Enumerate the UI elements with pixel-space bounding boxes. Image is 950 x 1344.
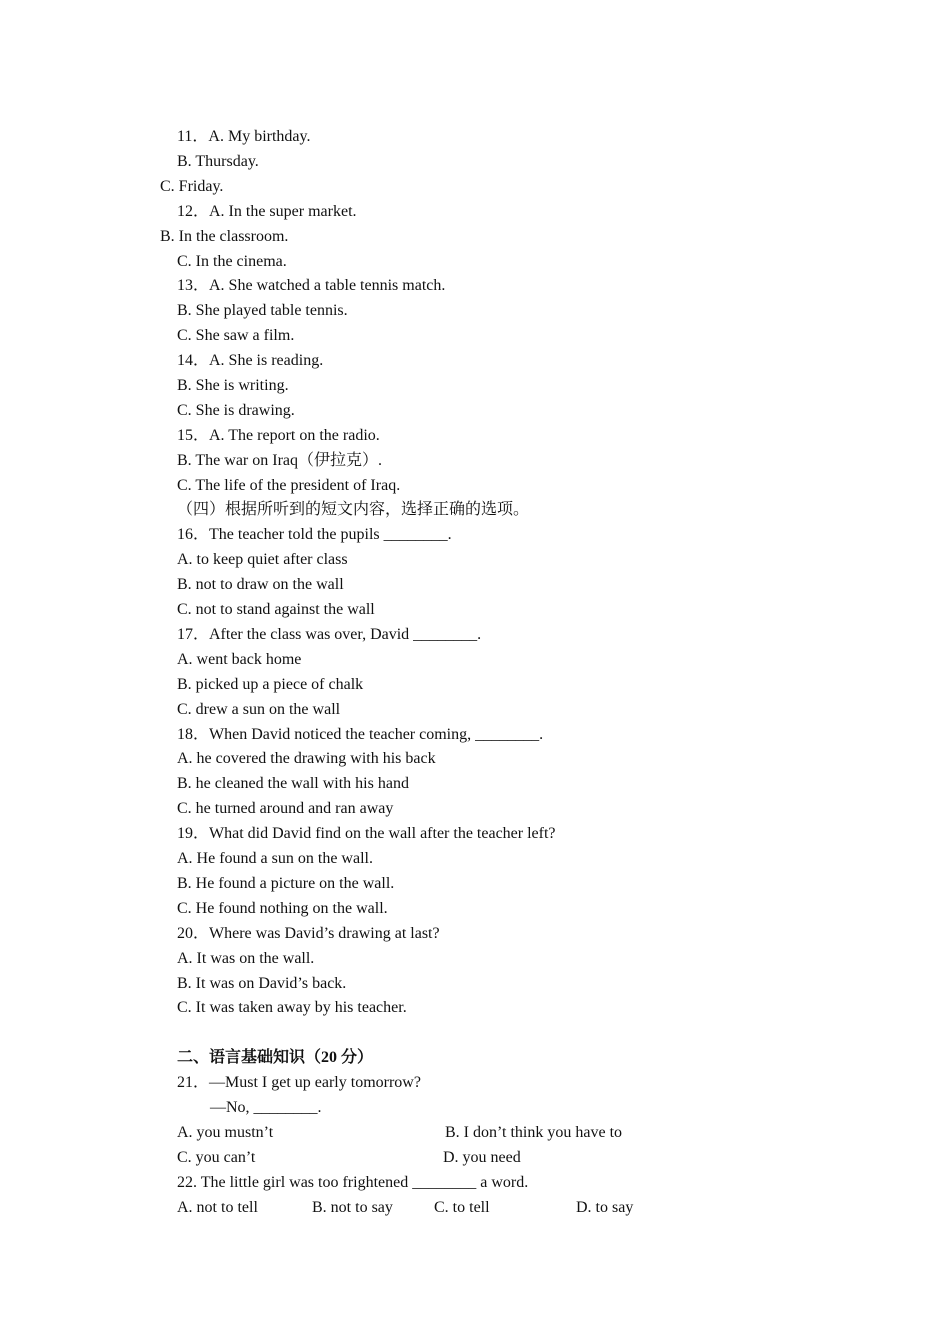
q18-option-c: C. he turned around and ran away	[177, 800, 394, 817]
q16-option-a: A. to keep quiet after class	[177, 551, 348, 568]
q18-option-b: B. he cleaned the wall with his hand	[177, 775, 409, 792]
q21-option-b: B. I don’t think you have to	[445, 1124, 623, 1141]
q22-option-a: A. not to tell	[177, 1199, 258, 1216]
section-4-heading: （四）根据所听到的短文内容，选择正确的选项。	[177, 501, 530, 518]
q20-option-a: A. It was on the wall.	[177, 950, 315, 967]
q12-option-b: B. In the classroom.	[160, 228, 289, 245]
q16-option-c: C. not to stand against the wall	[177, 601, 375, 618]
q16-option-b: B. not to draw on the wall	[177, 576, 344, 593]
q19-option-b: B. He found a picture on the wall.	[177, 875, 395, 892]
q20-stem: 20．Where was David’s drawing at last?	[177, 925, 440, 942]
section-2-heading: 二、语言基础知识（20 分）	[177, 1049, 374, 1066]
q14-option-c: C. She is drawing.	[177, 402, 295, 419]
q22-option-b: B. not to say	[312, 1199, 393, 1216]
q19-option-c: C. He found nothing on the wall.	[177, 900, 388, 917]
q11-option-c: C. Friday.	[160, 178, 224, 195]
q19-stem: 19．What did David find on the wall after the teacher left?	[177, 825, 556, 842]
q20-option-c: C. It was taken away by his teacher.	[177, 999, 407, 1016]
q21-option-a: A. you mustn’t	[177, 1124, 274, 1141]
q13-stem: 13．A. She watched a table tennis match.	[177, 277, 446, 294]
q13-option-b: B. She played table tennis.	[177, 302, 348, 319]
q19-option-a: A. He found a sun on the wall.	[177, 850, 373, 867]
q15-option-b: B. The war on Iraq（伊拉克）.	[177, 452, 383, 469]
q15-option-c: C. The life of the president of Iraq.	[177, 477, 401, 494]
q15-stem: 15．A. The report on the radio.	[177, 427, 380, 444]
q18-stem: 18．When David noticed the teacher coming, ________.	[177, 726, 544, 743]
q21-option-d: D. you need	[443, 1149, 521, 1166]
q22-option-c: C. to tell	[434, 1199, 490, 1216]
q11-option-b: B. Thursday.	[177, 153, 259, 170]
q18-option-a: A. he covered the drawing with his back	[177, 750, 436, 767]
q22-stem: 22. The little girl was too frightened ________ a word.	[177, 1174, 529, 1191]
q17-stem: 17．After the class was over, David ________.	[177, 626, 482, 643]
q17-option-b: B. picked up a piece of chalk	[177, 676, 364, 693]
q20-option-b: B. It was on David’s back.	[177, 975, 347, 992]
q17-option-a: A. went back home	[177, 651, 302, 668]
q22-option-d: D. to say	[576, 1199, 634, 1216]
q13-option-c: C. She saw a film.	[177, 327, 295, 344]
q11-stem: 11．A. My birthday.	[177, 128, 311, 145]
q21-stem: 21．—Must I get up early tomorrow?	[177, 1074, 421, 1091]
q21-reply: —No, ________.	[210, 1099, 322, 1116]
q21-option-c: C. you can’t	[177, 1149, 256, 1166]
q14-stem: 14．A. She is reading.	[177, 352, 324, 369]
q16-stem: 16．The teacher told the pupils ________.	[177, 526, 452, 543]
q14-option-b: B. She is writing.	[177, 377, 289, 394]
q12-stem: 12．A. In the super market.	[177, 203, 357, 220]
q12-option-c: C. In the cinema.	[177, 253, 287, 270]
q17-option-c: C. drew a sun on the wall	[177, 701, 341, 718]
